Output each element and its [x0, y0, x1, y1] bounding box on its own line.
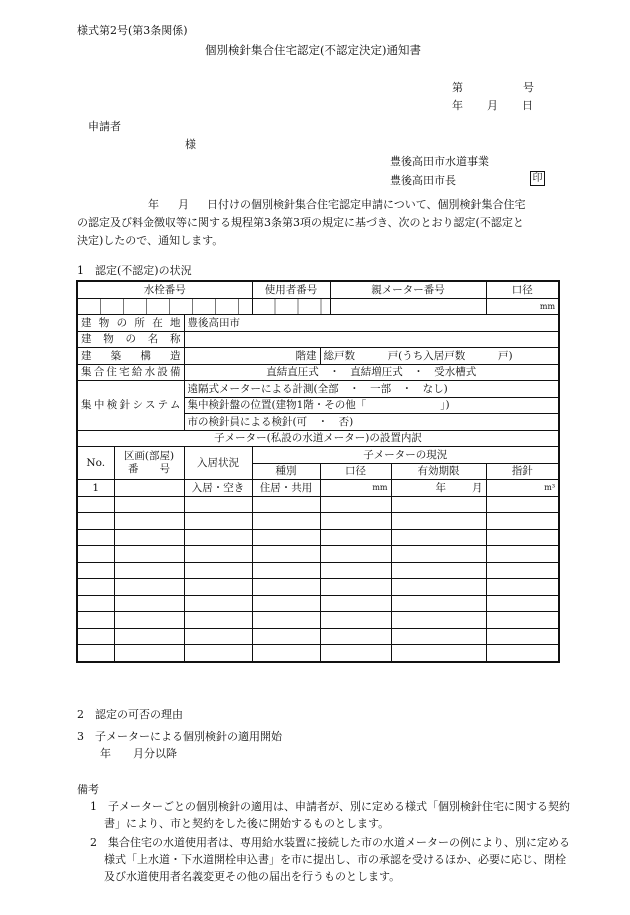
seal-mark	[530, 171, 545, 186]
intro-line2: の認定及び料金徴収等に関する規程第3条第3項の規定に基づき、次のとおり認定(不認定と	[77, 216, 524, 229]
row-reading-unit: m³	[486, 480, 559, 497]
system-panel-location	[184, 397, 559, 414]
date-year: 年	[452, 99, 463, 112]
header-section-line1: 区画(部屋)	[123, 450, 175, 462]
system-city-reader: 市の検針員による検針(可 ・ 否)	[184, 414, 559, 431]
location-label: 建物の所在地	[77, 315, 184, 332]
table-row	[77, 579, 559, 596]
row-expiry-year: 年	[435, 481, 447, 494]
certification-table	[76, 280, 560, 663]
row-no: 1	[77, 480, 114, 497]
table-row	[77, 496, 559, 513]
units-close-label: 戸)	[497, 349, 513, 362]
section3-title: 3 子メーターによる個別検針の適用開始	[77, 730, 282, 743]
location-value: 豊後高田市	[184, 315, 559, 332]
header-reading: 指針	[486, 463, 559, 480]
hydrant-no-boxes	[77, 298, 252, 315]
header-section	[114, 447, 184, 480]
header-type: 種別	[252, 463, 320, 480]
units-paren-label: 戸(うち入居戸数	[387, 349, 466, 362]
water-supply-label: 集合住宅給水設備	[77, 364, 184, 381]
note-1: 1 子メーターごとの個別検針の適用は、申請者が、別に定める様式「個別検針住宅に関する契約書」により、市と契約をした後に開始するものとします。	[90, 800, 570, 830]
applicant-honorific: 様	[185, 138, 196, 151]
header-hydrant-no: 水栓番号	[77, 281, 252, 298]
system-remote-meter: 遠隔式メーターによる計測(全部 ・ 一部 ・ なし)	[184, 381, 559, 398]
intro-year: 年	[148, 198, 159, 211]
water-supply-options: 直結直圧式 ・ 直結増圧式 ・ 受水槽式	[184, 364, 559, 381]
header-user-no: 使用者番号	[252, 281, 330, 298]
caliber-unit: mm	[486, 298, 559, 315]
note-2: 2 集合住宅の水道使用者は、専用給水装置に接続した市の水道メーターの例により、別に定める様式「上水道・下水道開栓申込書」を市に提出し、市の承認を受けるほか、必要に応じ、閉栓及び水道使用者名義変更その他の届出を行うものとします。	[90, 836, 570, 883]
doc-no-dai: 第	[452, 81, 463, 94]
section2-title: 2 認定の可否の理由	[77, 708, 183, 721]
document-title: 個別検針集合住宅認定(不認定決定)通知書	[205, 43, 421, 57]
row-section	[114, 480, 184, 497]
table-row	[77, 480, 559, 497]
issuer-org: 豊後高田市水道事業	[390, 155, 489, 168]
building-name-value	[184, 331, 559, 348]
header-caliber2: 口径	[320, 463, 391, 480]
panel-location-close: 」)	[440, 399, 450, 412]
header-parent-meter-no: 親メーター番号	[330, 281, 486, 298]
intro-line1: 日付けの個別検針集合住宅認定申請について、個別検針集合住宅	[207, 198, 526, 211]
intro-line3: 決定)したので、通知します。	[77, 234, 224, 247]
issuer-name: 豊後高田市長	[390, 174, 456, 187]
table-row	[77, 595, 559, 612]
header-section-line2: 番 号	[128, 463, 170, 475]
parent-meter-no-cell	[330, 298, 486, 315]
doc-no-go: 号	[523, 81, 534, 94]
table-row	[77, 628, 559, 645]
row-type: 住居・共用	[252, 480, 320, 497]
table-row	[77, 645, 559, 662]
header-occupancy: 入居状況	[184, 447, 252, 480]
intro-month: 月	[178, 198, 189, 211]
table-row	[77, 562, 559, 579]
meter-system-label: 集中検針システム	[77, 381, 184, 431]
structure-label: 建築構造	[77, 348, 184, 365]
header-no: No.	[77, 447, 114, 480]
table-row	[77, 513, 559, 530]
sub-meter-header: 子メーター(私設の水道メーター)の設置内訳	[77, 430, 559, 447]
notes-title: 備考	[77, 783, 99, 796]
total-units-label: 総戸数	[323, 349, 355, 362]
form-number: 様式第2号(第3条関係)	[77, 24, 188, 37]
seal-text: 印	[530, 171, 545, 186]
table-row	[77, 546, 559, 563]
table-row	[77, 529, 559, 546]
applicant-label: 申請者	[88, 120, 121, 133]
row-caliber-unit: mm	[320, 480, 391, 497]
header-caliber: 口径	[486, 281, 559, 298]
row-occupancy: 入居・空き	[184, 480, 252, 497]
date-month: 月	[487, 99, 498, 112]
section1-title: 1 認定(不認定)の状況	[77, 264, 192, 277]
building-name-label: 建物の名称	[77, 331, 184, 348]
floors-label: 階建	[184, 348, 320, 365]
user-no-boxes	[252, 298, 330, 315]
units-cell	[320, 348, 559, 365]
table-row	[77, 612, 559, 629]
date-day: 日	[522, 99, 533, 112]
row-expiry-month: 月	[472, 481, 483, 494]
header-sub-meter-status: 子メーターの現況	[252, 447, 559, 464]
section3-value: 年 月分以降	[100, 747, 177, 760]
panel-location-text: 集中検針盤の位置(建物1階・その他「	[187, 399, 367, 412]
header-expiry: 有効期限	[391, 463, 486, 480]
row-expiry	[391, 480, 486, 497]
